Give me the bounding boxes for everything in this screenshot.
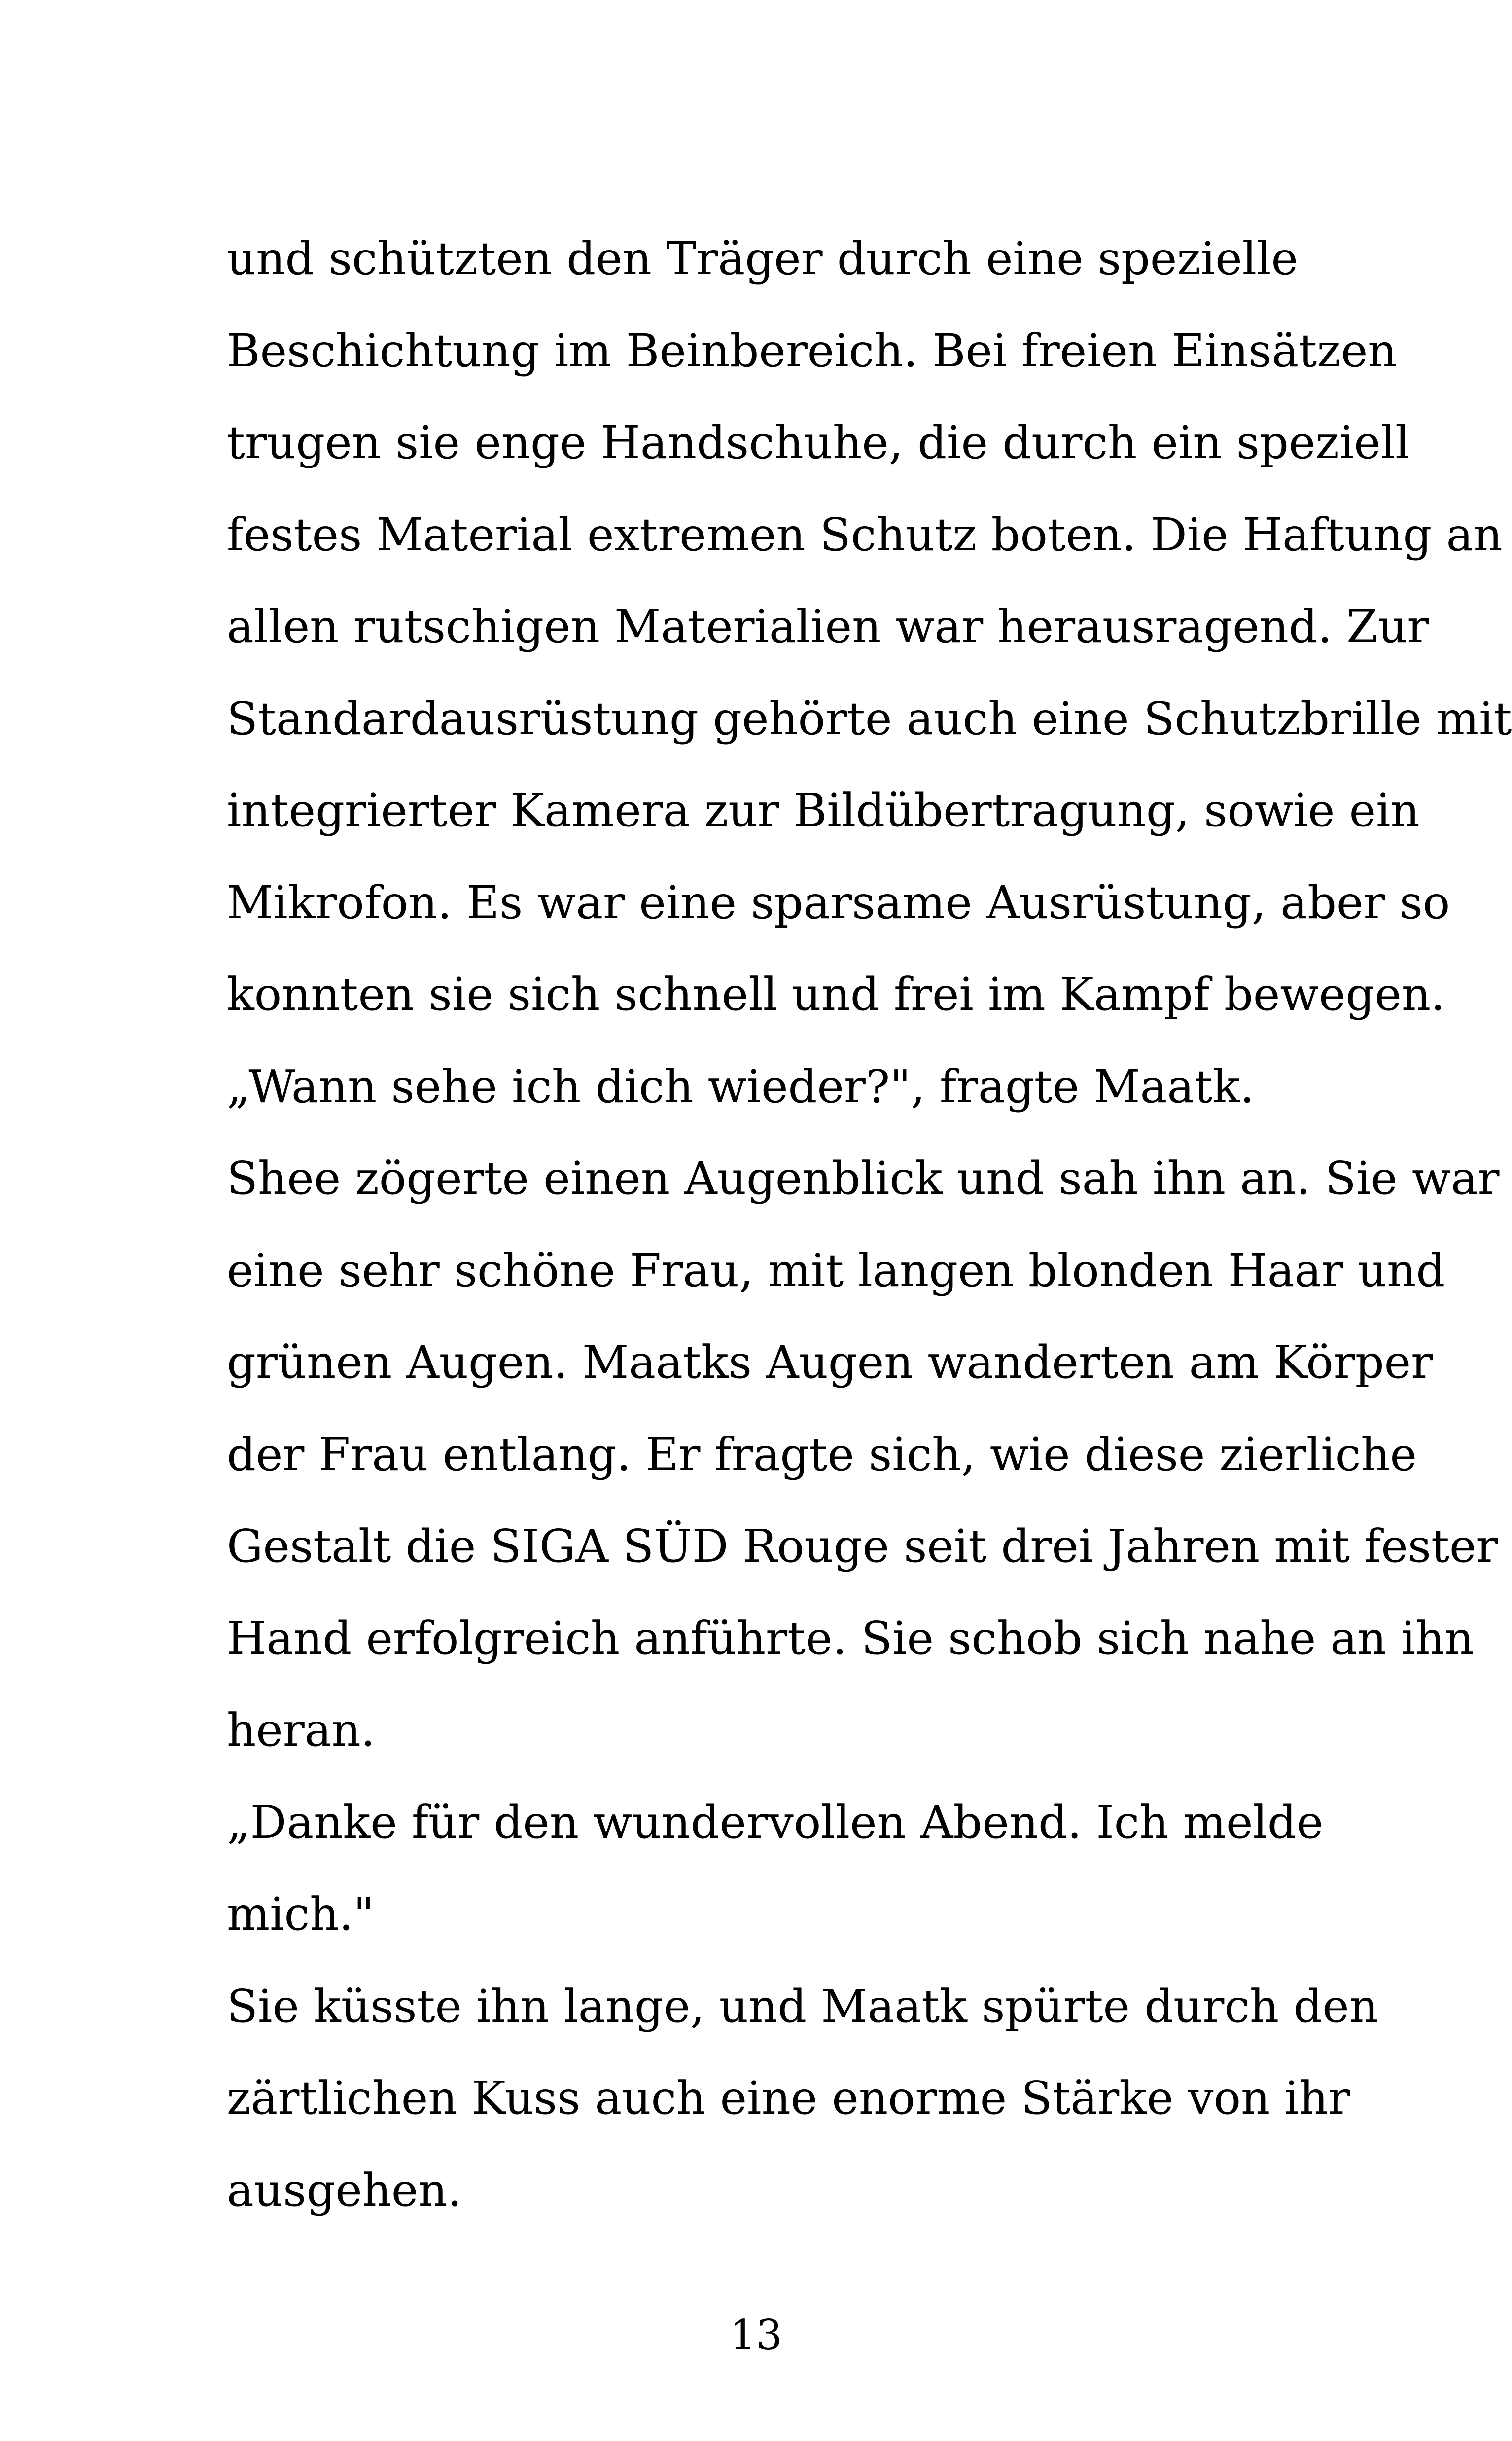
text-line: Beschichtung im Beinbereich. Bei freien Einsätzen: [227, 324, 1397, 377]
text-line: grünen Augen. Maatks Augen wanderten am Körper: [227, 1336, 1433, 1389]
body-text: [227, 213, 1512, 2236]
text-line: festes Material extremen Schutz boten. Die Haftung an: [227, 508, 1503, 561]
text-line: mich.": [227, 1888, 374, 1940]
page-number: 13: [730, 2311, 782, 2359]
text-line: ausgehen.: [227, 2163, 462, 2217]
text-line: integrierter Kamera zur Bildübertragung, sowie ein: [227, 784, 1420, 837]
text-line: „Wann sehe ich dich wieder?", fragte Maatk.: [227, 1060, 1255, 1113]
text-line: „Danke für den wundervollen Abend. Ich melde: [227, 1795, 1324, 1849]
text-line: konnten sie sich schnell und frei im Kampf bewegen.: [227, 968, 1445, 1021]
text-line: Gestalt die SIGA SÜD Rouge seit drei Jahren mit fester: [227, 1520, 1498, 1573]
text-line: Hand erfolgreich anführte. Sie schob sich nahe an ihn: [227, 1612, 1474, 1665]
text-line: eine sehr schöne Frau, mit langen blonden Haar und: [227, 1244, 1445, 1297]
text-line: trugen sie enge Handschuhe, die durch ein speziell: [227, 416, 1410, 469]
text-line: Shee zögerte einen Augenblick und sah ihn an. Sie war: [227, 1152, 1500, 1205]
text-line: Mikrofon. Es war eine sparsame Ausrüstung, aber so: [227, 876, 1450, 929]
text-line: Standardausrüstung gehörte auch eine Schutzbrille mit: [227, 692, 1512, 745]
text-line: allen rutschigen Materialien war herausragend. Zur: [227, 600, 1429, 653]
text-line: heran.: [227, 1704, 376, 1757]
text-line: der Frau entlang. Er fragte sich, wie diese zierliche: [227, 1428, 1417, 1481]
text-line: Sie küsste ihn lange, und Maatk spürte durch den: [227, 1979, 1378, 2033]
text-line: und schützten den Träger durch eine spezielle: [227, 232, 1298, 285]
text-line: zärtlichen Kuss auch eine enorme Stärke von ihr: [227, 2072, 1350, 2124]
